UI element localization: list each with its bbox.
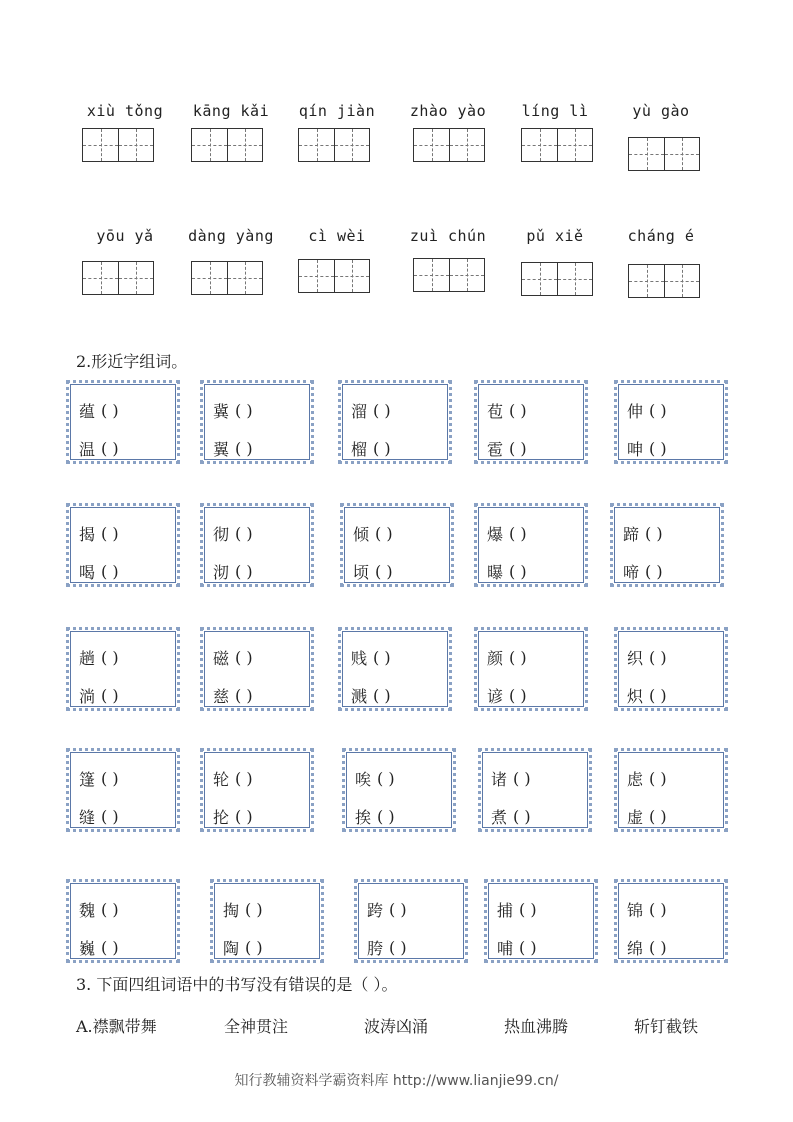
char-word-line xyxy=(79,552,177,590)
char-pair-box xyxy=(474,627,588,711)
char-word-line xyxy=(79,429,177,467)
answer-blank[interactable]: ( ) xyxy=(101,899,119,919)
char-word-line xyxy=(79,759,177,797)
tianzi-grid[interactable] xyxy=(413,258,485,292)
answer-blank[interactable]: ( ) xyxy=(649,647,667,667)
char-label: 沏 xyxy=(213,562,230,582)
char-label: 慈 xyxy=(213,686,230,706)
pinyin-item xyxy=(500,102,610,120)
char-label: 溜 xyxy=(351,401,368,421)
answer-blank[interactable]: ( ) xyxy=(101,806,119,826)
char-label: 哺 xyxy=(497,938,514,958)
char-word-line xyxy=(487,391,585,429)
char-label: 缝 xyxy=(79,807,96,827)
pinyin-item xyxy=(176,102,286,120)
char-word-line xyxy=(213,759,311,797)
char-word-line xyxy=(213,514,311,552)
char-word-line xyxy=(213,391,311,429)
char-label: 蹄 xyxy=(623,524,640,544)
char-word-line xyxy=(79,514,177,552)
char-label: 苞 xyxy=(487,401,504,421)
char-pair-box xyxy=(614,380,728,464)
pinyin-item xyxy=(606,227,716,245)
char-pair-box xyxy=(614,879,728,963)
char-pair-box xyxy=(474,503,588,587)
answer-blank[interactable]: ( ) xyxy=(645,561,663,581)
answer-blank[interactable]: ( ) xyxy=(235,647,253,667)
char-label: 曝 xyxy=(487,562,504,582)
tianzi-grid[interactable] xyxy=(521,262,593,296)
option-4[interactable]: 热血沸腾 xyxy=(504,1017,569,1036)
tianzi-grid[interactable] xyxy=(82,261,154,295)
pinyin-item xyxy=(606,102,716,120)
char-label: 魏 xyxy=(79,900,96,920)
char-pair-box xyxy=(200,627,314,711)
answer-blank[interactable]: ( ) xyxy=(101,438,119,458)
pinyin-label: qín jiàn xyxy=(298,102,376,120)
answer-blank[interactable]: ( ) xyxy=(649,768,667,788)
char-label: 陶 xyxy=(223,938,240,958)
char-word-line xyxy=(623,552,721,590)
char-label: 谚 xyxy=(487,686,504,706)
char-pair-box xyxy=(614,748,728,832)
char-word-line xyxy=(79,676,177,714)
pinyin-label: xiù tǒng xyxy=(86,102,164,120)
char-label: 倾 xyxy=(353,524,370,544)
char-word-line xyxy=(491,797,589,835)
char-word-line xyxy=(79,391,177,429)
char-label: 锦 xyxy=(627,900,644,920)
answer-blank[interactable]: ( ) xyxy=(375,523,393,543)
char-label: 揭 xyxy=(79,524,96,544)
answer-blank[interactable]: ( ) xyxy=(389,899,407,919)
pinyin-label: yù gào xyxy=(632,102,690,120)
answer-blank[interactable]: ( ) xyxy=(375,561,393,581)
char-label: 翼 xyxy=(213,439,230,459)
char-word-line xyxy=(627,638,725,676)
answer-blank[interactable]: ( ) xyxy=(101,561,119,581)
char-word-line xyxy=(627,928,725,966)
char-label: 捕 xyxy=(497,900,514,920)
char-label: 彻 xyxy=(213,524,230,544)
char-label: 虚 xyxy=(627,807,644,827)
pinyin-label: zhào yào xyxy=(409,102,487,120)
answer-blank[interactable]: ( ) xyxy=(373,438,391,458)
section-2-title: 2.形近字组词。 xyxy=(76,352,188,371)
pinyin-label: kāng kǎi xyxy=(192,102,270,120)
char-pair-box xyxy=(66,748,180,832)
char-label: 炽 xyxy=(627,686,644,706)
char-label: 雹 xyxy=(487,439,504,459)
pinyin-label: cháng é xyxy=(627,227,695,245)
char-label: 溅 xyxy=(351,686,368,706)
pinyin-label: zuì chún xyxy=(409,227,487,245)
answer-blank[interactable]: ( ) xyxy=(649,899,667,919)
char-pair-box xyxy=(338,627,452,711)
char-word-line xyxy=(497,890,595,928)
answer-blank[interactable]: ( ) xyxy=(101,400,119,420)
char-label: 趟 xyxy=(79,648,96,668)
pinyin-label: cì wèi xyxy=(308,227,366,245)
tianzi-grid[interactable] xyxy=(521,128,593,162)
char-word-line xyxy=(353,514,451,552)
tianzi-grid[interactable] xyxy=(628,137,700,171)
char-pair-box xyxy=(340,503,454,587)
char-word-line xyxy=(487,429,585,467)
answer-blank[interactable]: ( ) xyxy=(509,647,527,667)
tianzi-grid[interactable] xyxy=(191,261,263,295)
char-label: 虑 xyxy=(627,769,644,789)
answer-blank[interactable]: ( ) xyxy=(519,899,537,919)
answer-blank[interactable]: ( ) xyxy=(235,561,253,581)
char-label: 抡 xyxy=(213,807,230,827)
tianzi-grid[interactable] xyxy=(628,264,700,298)
pinyin-item xyxy=(282,227,392,245)
answer-blank[interactable]: ( ) xyxy=(509,523,527,543)
char-label: 爆 xyxy=(487,524,504,544)
answer-blank[interactable]: ( ) xyxy=(101,937,119,957)
answer-blank[interactable]: ( ) xyxy=(509,561,527,581)
pinyin-item xyxy=(500,227,610,245)
pinyin-label: pǔ xiě xyxy=(526,227,584,245)
char-pair-box xyxy=(338,380,452,464)
char-label: 淌 xyxy=(79,686,96,706)
char-label: 织 xyxy=(627,648,644,668)
char-word-line xyxy=(79,890,177,928)
char-pair-box xyxy=(66,627,180,711)
char-label: 顷 xyxy=(353,562,370,582)
char-label: 挨 xyxy=(355,807,372,827)
char-pair-box xyxy=(342,748,456,832)
char-label: 篷 xyxy=(79,769,96,789)
answer-blank[interactable]: ( ) xyxy=(509,400,527,420)
answer-blank[interactable]: ( ) xyxy=(235,400,253,420)
char-label: 诸 xyxy=(491,769,508,789)
answer-blank[interactable]: ( ) xyxy=(649,400,667,420)
char-pair-box xyxy=(614,627,728,711)
char-label: 跨 xyxy=(367,900,384,920)
char-word-line xyxy=(353,552,451,590)
answer-blank[interactable]: ( ) xyxy=(235,438,253,458)
answer-blank[interactable]: ( ) xyxy=(509,438,527,458)
pinyin-item xyxy=(176,227,286,245)
char-word-line xyxy=(213,552,311,590)
char-label: 贱 xyxy=(351,648,368,668)
char-label: 巍 xyxy=(79,938,96,958)
char-word-line xyxy=(351,391,449,429)
answer-blank[interactable]: ( ) xyxy=(373,685,391,705)
char-word-line xyxy=(491,759,589,797)
char-word-line xyxy=(79,797,177,835)
char-word-line xyxy=(223,928,321,966)
char-label: 啼 xyxy=(623,562,640,582)
answer-blank[interactable]: ( ) xyxy=(235,768,253,788)
char-label: 伸 xyxy=(627,401,644,421)
char-label: 绵 xyxy=(627,938,644,958)
tianzi-grid[interactable] xyxy=(191,128,263,162)
tianzi-grid[interactable] xyxy=(298,259,370,293)
char-label: 轮 xyxy=(213,769,230,789)
pinyin-label: yōu yǎ xyxy=(96,227,154,245)
char-word-line xyxy=(627,759,725,797)
answer-blank[interactable]: ( ) xyxy=(513,768,531,788)
char-pair-box xyxy=(200,748,314,832)
answer-blank[interactable]: ( ) xyxy=(373,647,391,667)
char-label: 呻 xyxy=(627,439,644,459)
char-word-line xyxy=(355,797,453,835)
char-word-line xyxy=(627,391,725,429)
char-pair-box xyxy=(610,503,724,587)
char-word-line xyxy=(79,928,177,966)
char-label: 磁 xyxy=(213,648,230,668)
char-label: 喝 xyxy=(79,562,96,582)
char-label: 温 xyxy=(79,439,96,459)
answer-blank[interactable]: ( ) xyxy=(101,685,119,705)
char-label: 煮 xyxy=(491,807,508,827)
pinyin-label: dàng yàng xyxy=(188,227,274,245)
pinyin-item xyxy=(70,227,180,245)
answer-blank[interactable]: ( ) xyxy=(649,685,667,705)
option-3[interactable]: 波涛凶涌 xyxy=(364,1017,429,1036)
char-word-line xyxy=(627,676,725,714)
char-word-line xyxy=(497,928,595,966)
char-pair-box xyxy=(474,380,588,464)
answer-blank[interactable]: ( ) xyxy=(101,523,119,543)
answer-blank[interactable]: ( ) xyxy=(645,523,663,543)
answer-blank[interactable]: ( ) xyxy=(235,523,253,543)
pinyin-item xyxy=(282,102,392,120)
question-3: 3. 下面四组词语中的书写没有错误的是（ ）。 xyxy=(76,975,398,994)
char-pair-box xyxy=(210,879,324,963)
char-word-line xyxy=(367,890,465,928)
char-pair-box xyxy=(66,879,180,963)
char-pair-box xyxy=(484,879,598,963)
answer-blank[interactable]: ( ) xyxy=(101,647,119,667)
char-label: 胯 xyxy=(367,938,384,958)
char-word-line xyxy=(223,890,321,928)
char-label: 唉 xyxy=(355,769,372,789)
char-word-line xyxy=(213,797,311,835)
char-pair-box xyxy=(478,748,592,832)
char-word-line xyxy=(487,638,585,676)
char-word-line xyxy=(213,638,311,676)
char-word-line xyxy=(627,429,725,467)
char-pair-box xyxy=(66,380,180,464)
char-pair-box xyxy=(354,879,468,963)
char-word-line xyxy=(351,638,449,676)
tianzi-grid[interactable] xyxy=(82,128,154,162)
char-pair-box xyxy=(200,380,314,464)
char-word-line xyxy=(213,429,311,467)
answer-blank[interactable]: ( ) xyxy=(649,806,667,826)
option-2[interactable]: 全神贯注 xyxy=(224,1017,289,1036)
answer-blank[interactable]: ( ) xyxy=(389,937,407,957)
char-word-line xyxy=(487,514,585,552)
char-label: 颜 xyxy=(487,648,504,668)
char-word-line xyxy=(627,797,725,835)
char-word-line xyxy=(487,676,585,714)
pinyin-item xyxy=(393,227,503,245)
answer-blank[interactable]: ( ) xyxy=(377,768,395,788)
answer-blank[interactable]: ( ) xyxy=(101,768,119,788)
char-word-line xyxy=(627,890,725,928)
char-word-line xyxy=(623,514,721,552)
pinyin-label: líng lì xyxy=(521,102,589,120)
answer-blank[interactable]: ( ) xyxy=(649,438,667,458)
answer-blank[interactable]: ( ) xyxy=(519,937,537,957)
tianzi-grid[interactable] xyxy=(413,128,485,162)
answer-blank[interactable]: ( ) xyxy=(373,400,391,420)
char-word-line xyxy=(367,928,465,966)
char-label: 蕴 xyxy=(79,401,96,421)
char-word-line xyxy=(487,552,585,590)
tianzi-grid[interactable] xyxy=(298,128,370,162)
char-label: 掏 xyxy=(223,900,240,920)
char-word-line xyxy=(351,676,449,714)
answer-blank[interactable]: ( ) xyxy=(513,806,531,826)
option-a[interactable]: A.襟飘带舞 xyxy=(76,1017,157,1036)
footer-watermark: 知行教辅资料学霸资料库 http://www.lianjie99.cn/ xyxy=(234,1073,559,1089)
char-word-line xyxy=(213,676,311,714)
char-word-line xyxy=(79,638,177,676)
answer-blank[interactable]: ( ) xyxy=(245,937,263,957)
answer-blank[interactable]: ( ) xyxy=(509,685,527,705)
char-word-line xyxy=(355,759,453,797)
answer-blank[interactable]: ( ) xyxy=(377,806,395,826)
char-pair-box xyxy=(200,503,314,587)
char-word-line xyxy=(351,429,449,467)
char-label: 榴 xyxy=(351,439,368,459)
answer-blank[interactable]: ( ) xyxy=(235,806,253,826)
answer-blank[interactable]: ( ) xyxy=(649,937,667,957)
char-label: 冀 xyxy=(213,401,230,421)
option-5[interactable]: 斩钉截铁 xyxy=(634,1017,699,1036)
char-pair-box xyxy=(66,503,180,587)
answer-blank[interactable]: ( ) xyxy=(235,685,253,705)
pinyin-item xyxy=(70,102,180,120)
pinyin-item xyxy=(393,102,503,120)
answer-blank[interactable]: ( ) xyxy=(245,899,263,919)
